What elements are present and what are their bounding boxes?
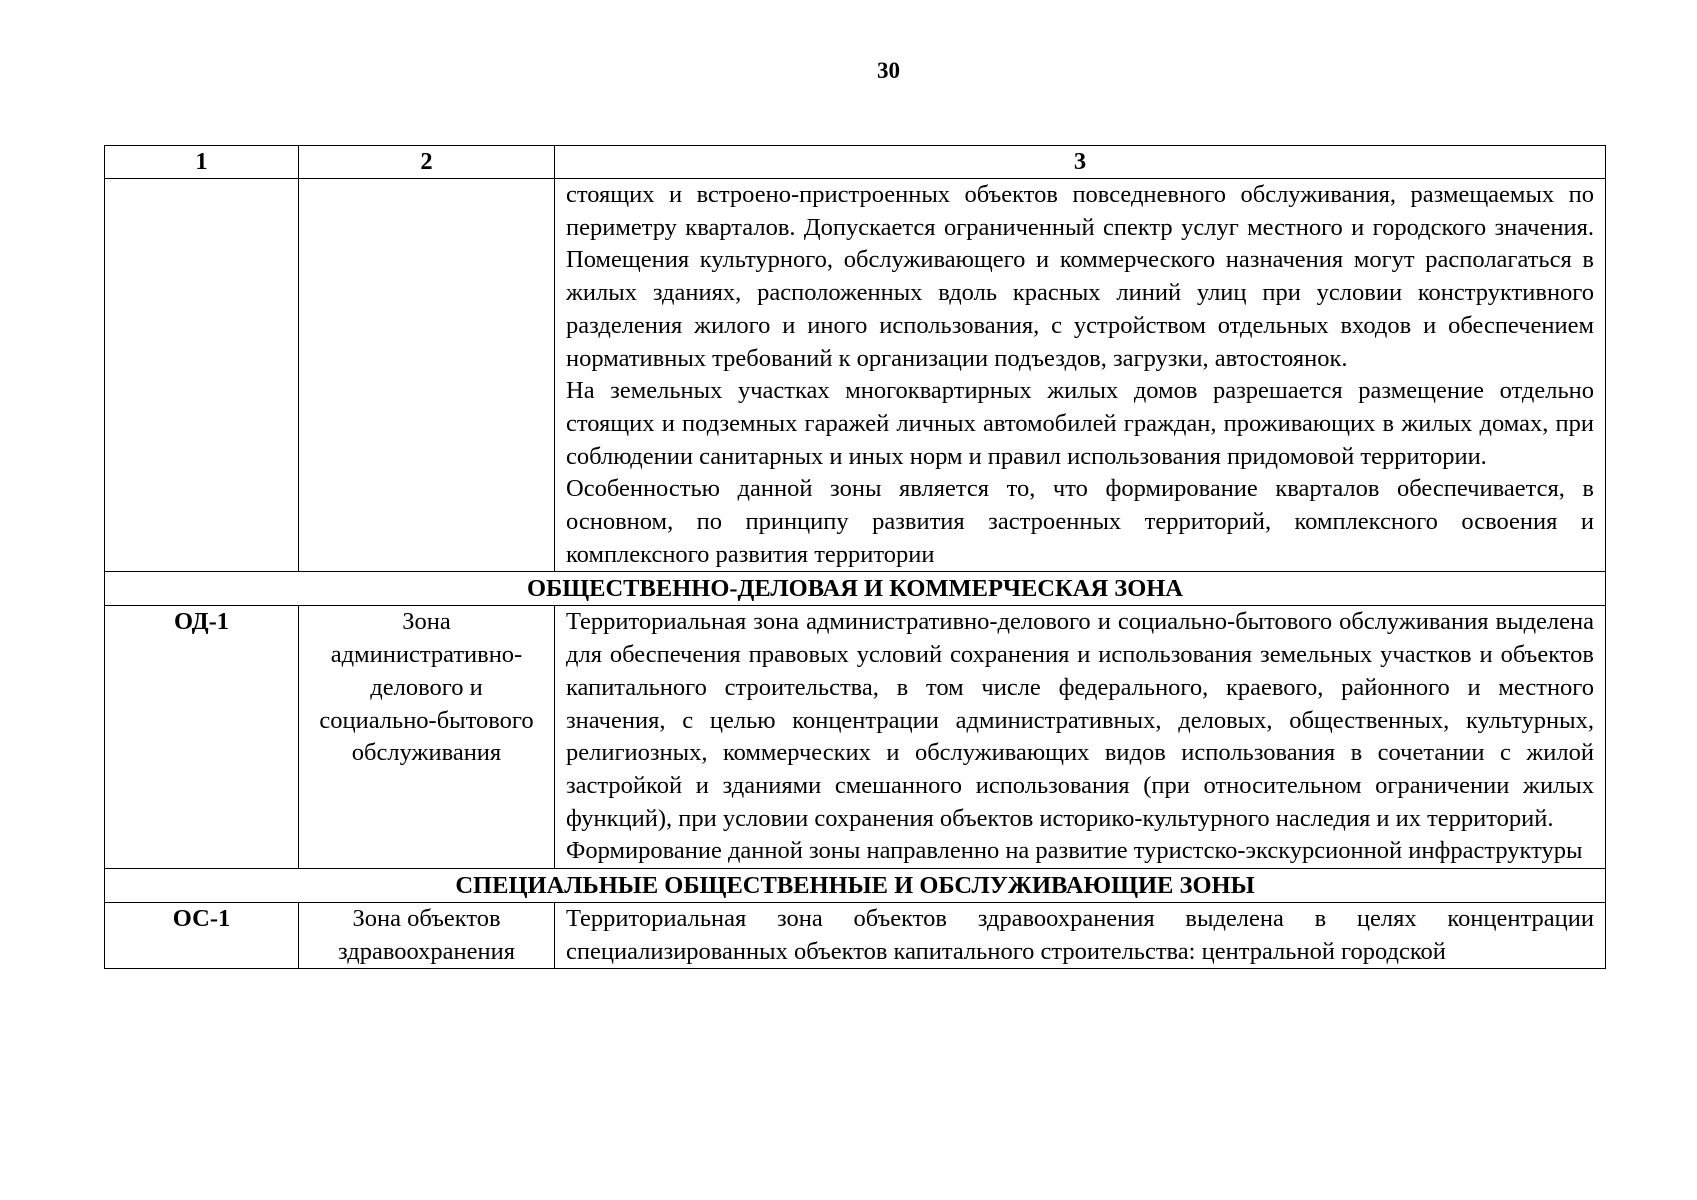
description-paragraph: Территориальная зона объектов здравоохранения выделена в целях концентрации специализированных объектов капитального строительства: центральной городской [566,905,1594,965]
zone-name: Зона административно-делового и социально-бытового обслуживания [299,606,555,869]
zone-name: Зона объектов здравоохранения [299,903,555,969]
column-header-1: 1 [105,146,299,179]
section-heading-row [105,572,1606,606]
section-heading-row [105,869,1606,903]
table-row [105,903,1606,969]
description-paragraph: На земельных участках многоквартирных жилых домов разрешается размещение отдельно стоящих и подземных гаражей личных автомобилей граждан, проживающих в жилых домах, при соблюдении санитарных и иных норм и правил использования придомовой территории. [566,377,1594,470]
zone-description [555,179,1606,572]
zone-code: ОС-1 [105,903,299,969]
section-heading: ОБЩЕСТВЕННО-ДЕЛОВАЯ И КОММЕРЧЕСКАЯ ЗОНА [105,572,1606,606]
column-header-2: 2 [299,146,555,179]
zone-description [555,903,1606,969]
zone-description [555,606,1606,869]
description-paragraph: Особенностью данной зоны является то, что формирование кварталов обеспечивается, в основном, по принципу развития застроенных территорий, комплексного освоения и комплексного развития территории [566,475,1594,568]
table-row [105,606,1606,869]
section-heading: СПЕЦИАЛЬНЫЕ ОБЩЕСТВЕННЫЕ И ОБСЛУЖИВАЮЩИЕ ЗОНЫ [105,869,1606,903]
page-number: 30 [877,58,900,83]
zones-table [104,145,1606,969]
table-header-row [105,146,1606,179]
zone-code: ОД-1 [105,606,299,869]
description-paragraph: стоящих и встроено-пристроенных объектов повседневного обслуживания, размещаемых по периметру кварталов. Допускается ограниченный спектр услуг местного и городского значения. Помещения культурного, обслуживающего и коммерческого назначения могут располагаться в жилых зданиях, расположенных вдоль красных линий улиц при условии конструктивного разделения жилого и иного использования, с устройством отдельных входов и обеспечением нормативных требований к организации подъездов, загрузки, автостоянок. [566,181,1594,372]
column-header-3: 3 [555,146,1606,179]
table-row [105,179,1606,572]
description-paragraph: Формирование данной зоны направленно на развитие туристско-экскурсионной инфраструктуры [566,837,1583,865]
zone-name [299,179,555,572]
zone-code [105,179,299,572]
description-paragraph: Территориальная зона административно-делового и социально-бытового обслуживания выделена для обеспечения правовых условий сохранения и использования земельных участков и объектов капитального строительства, в том числе федерального, краевого, районного и местного значения, с целью концентрации административных, деловых, общественных, культурных, религиозных, коммерческих и обслуживающих видов использования в сочетании с жилой застройкой и зданиями смешанного использования (при относительном ограничении жилых функций), при условии сохранения объектов историко-культурного наследия и их территорий. [566,608,1594,832]
